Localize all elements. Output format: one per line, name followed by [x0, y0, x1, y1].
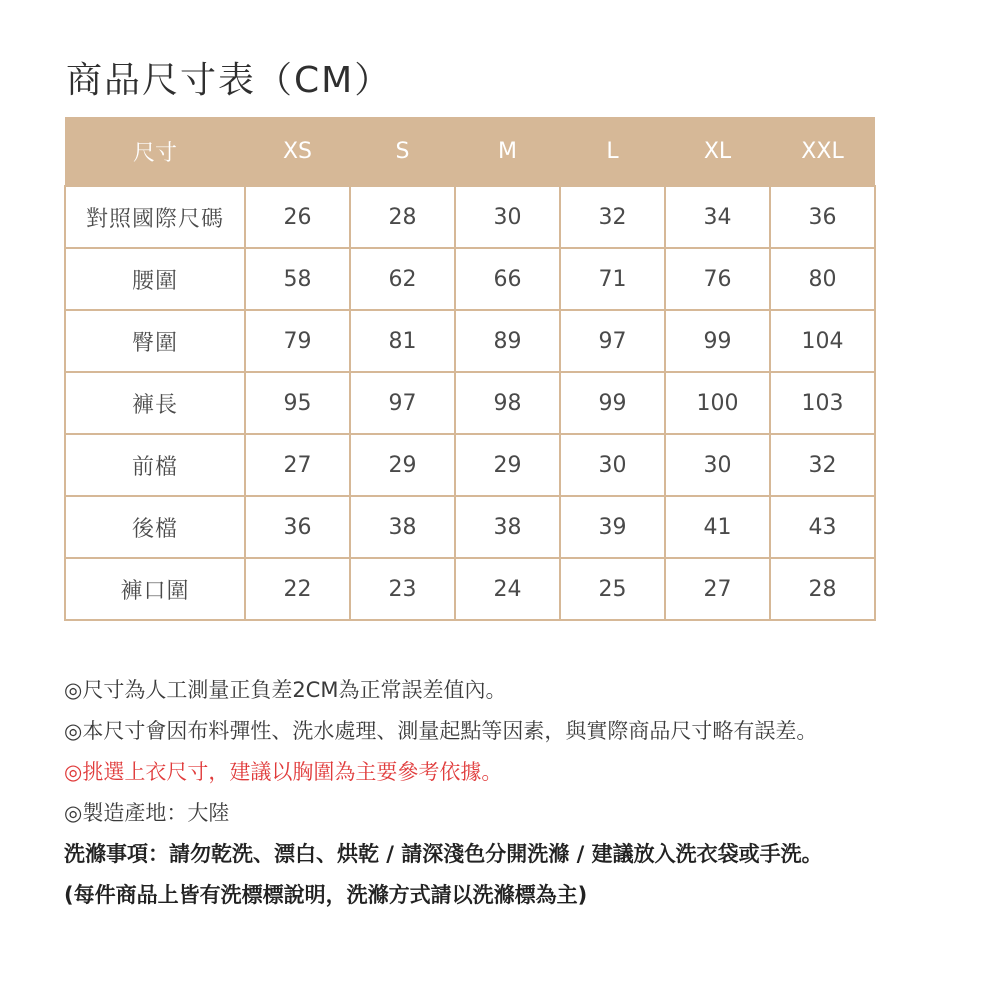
header-xl: XL — [665, 117, 770, 186]
note-measurement-tolerance: ◎尺寸為人工測量正負差2CM為正常誤差值內。 — [64, 678, 507, 702]
table-cell: 26 — [245, 186, 350, 248]
table-cell: 36 — [770, 186, 875, 248]
size-chart-table — [64, 117, 876, 621]
table-cell: 30 — [665, 434, 770, 496]
table-cell: 104 — [770, 310, 875, 372]
row-label: 臀圍 — [65, 310, 245, 372]
table-row — [65, 248, 875, 310]
row-label: 後檔 — [65, 496, 245, 558]
table-cell: 34 — [665, 186, 770, 248]
table-cell: 32 — [560, 186, 665, 248]
table-cell: 30 — [455, 186, 560, 248]
table-cell: 28 — [770, 558, 875, 620]
row-label: 褲口圍 — [65, 558, 245, 620]
table-row — [65, 558, 875, 620]
row-label: 腰圍 — [65, 248, 245, 310]
table-cell: 24 — [455, 558, 560, 620]
table-row — [65, 372, 875, 434]
table-cell: 89 — [455, 310, 560, 372]
table-cell: 27 — [665, 558, 770, 620]
note-origin: ◎製造產地：大陸 — [64, 801, 230, 825]
note-top-sizing-tip: ◎挑選上衣尺寸，建議以胸圍為主要參考依據。 — [64, 760, 503, 784]
row-label: 對照國際尺碼 — [65, 186, 245, 248]
header-xxl: XXL — [770, 117, 875, 186]
table-cell: 58 — [245, 248, 350, 310]
table-cell: 80 — [770, 248, 875, 310]
header-size: 尺寸 — [65, 117, 245, 186]
row-label: 前檔 — [65, 434, 245, 496]
table-cell: 97 — [350, 372, 455, 434]
page-title: 商品尺寸表（CM） — [66, 60, 393, 101]
table-cell: 95 — [245, 372, 350, 434]
note-washing-instructions: 洗滌事項：請勿乾洗、漂白、烘乾 / 請深淺色分開洗滌 / 建議放入洗衣袋或手洗。 — [64, 842, 823, 866]
table-cell: 76 — [665, 248, 770, 310]
table-cell: 29 — [350, 434, 455, 496]
header-s: S — [350, 117, 455, 186]
table-header-row — [65, 117, 875, 186]
table-cell: 62 — [350, 248, 455, 310]
table-row — [65, 186, 875, 248]
table-cell: 43 — [770, 496, 875, 558]
table-cell: 38 — [455, 496, 560, 558]
table-cell: 38 — [350, 496, 455, 558]
table-cell: 36 — [245, 496, 350, 558]
header-m: M — [455, 117, 560, 186]
table-cell: 23 — [350, 558, 455, 620]
notes-section — [64, 670, 994, 916]
table-row — [65, 434, 875, 496]
table-cell: 39 — [560, 496, 665, 558]
table-cell: 71 — [560, 248, 665, 310]
table-cell: 81 — [350, 310, 455, 372]
table-cell: 99 — [560, 372, 665, 434]
table-cell: 28 — [350, 186, 455, 248]
row-label: 褲長 — [65, 372, 245, 434]
table-cell: 30 — [560, 434, 665, 496]
table-cell: 66 — [455, 248, 560, 310]
note-care-label: (每件商品上皆有洗標標說明，洗滌方式請以洗滌標為主) — [64, 883, 588, 907]
table-cell: 79 — [245, 310, 350, 372]
table-cell: 32 — [770, 434, 875, 496]
table-cell: 29 — [455, 434, 560, 496]
table-cell: 22 — [245, 558, 350, 620]
table-cell: 100 — [665, 372, 770, 434]
table-cell: 27 — [245, 434, 350, 496]
table-row — [65, 310, 875, 372]
table-cell: 98 — [455, 372, 560, 434]
note-fabric-variance: ◎本尺寸會因布料彈性、洗水處理、測量起點等因素，與實際商品尺寸略有誤差。 — [64, 719, 818, 743]
header-xs: XS — [245, 117, 350, 186]
table-cell: 25 — [560, 558, 665, 620]
table-cell: 97 — [560, 310, 665, 372]
table-row — [65, 496, 875, 558]
header-l: L — [560, 117, 665, 186]
table-cell: 103 — [770, 372, 875, 434]
table-cell: 41 — [665, 496, 770, 558]
table-cell: 99 — [665, 310, 770, 372]
